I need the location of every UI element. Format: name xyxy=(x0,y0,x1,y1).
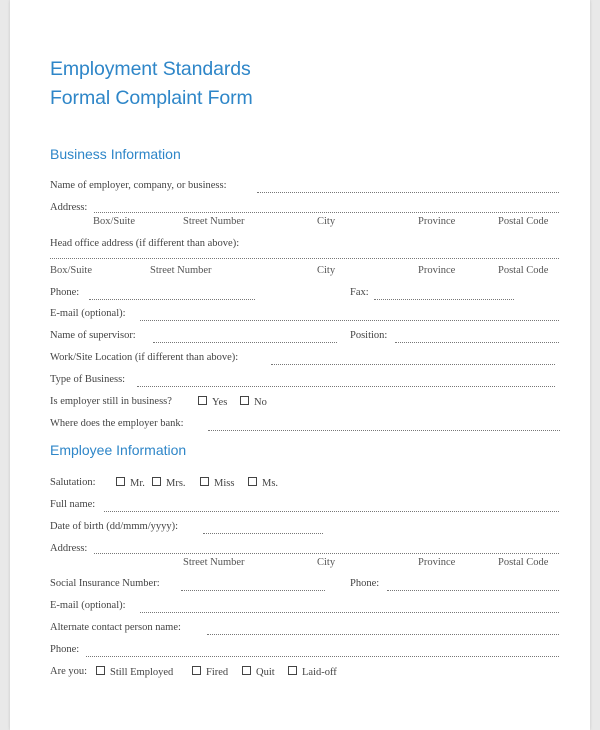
status-laid-off-option[interactable] xyxy=(288,666,337,678)
alt-phone-field[interactable] xyxy=(86,656,559,657)
head-office-sub-province: Province xyxy=(418,265,456,276)
form-title-line-2: Formal Complaint Form xyxy=(50,87,253,109)
business-phone-field[interactable] xyxy=(89,299,255,300)
alt-phone-label: Phone: xyxy=(50,644,80,655)
head-office-sub-box-suite: Box/Suite xyxy=(50,265,93,276)
mrs-checkbox[interactable] xyxy=(152,477,161,486)
alt-contact-field[interactable] xyxy=(207,634,559,635)
still-in-business-no-option[interactable] xyxy=(240,396,267,408)
business-email-label: E-mail (optional): xyxy=(50,308,126,319)
salutation-label: Salutation: xyxy=(50,477,96,488)
still-employed-label: Still Employed xyxy=(110,667,174,678)
employee-address-label: Address: xyxy=(50,543,88,554)
employee-section-heading: Employee Information xyxy=(50,442,187,458)
business-address-label: Address: xyxy=(50,202,88,213)
salutation-ms-option[interactable] xyxy=(248,477,278,489)
employer-name-label: Name of employer, company, or business: xyxy=(50,180,227,191)
form-title-line-1: Employment Standards xyxy=(50,58,251,80)
quit-label: Quit xyxy=(256,667,275,678)
mrs-label: Mrs. xyxy=(166,478,186,489)
employee-address-sub-street-number: Street Number xyxy=(183,557,245,568)
employer-name-field[interactable] xyxy=(257,192,559,193)
employment-status-label: Are you: xyxy=(50,666,88,677)
business-type-field[interactable] xyxy=(137,386,555,387)
salutation-mr-option[interactable] xyxy=(116,477,145,489)
business-address-field[interactable] xyxy=(94,212,559,213)
address-sub-province: Province xyxy=(418,216,456,227)
employee-address-sub-postal-code: Postal Code xyxy=(498,557,549,568)
employee-phone-field[interactable] xyxy=(387,590,559,591)
yes-checkbox[interactable] xyxy=(198,396,207,405)
position-field[interactable] xyxy=(395,342,559,343)
position-label: Position: xyxy=(350,330,388,341)
no-checkbox[interactable] xyxy=(240,396,249,405)
business-fax-field[interactable] xyxy=(374,299,514,300)
head-office-sub-city: City xyxy=(317,265,336,276)
business-phone-label: Phone: xyxy=(50,287,80,298)
dob-label: Date of birth (dd/mmm/yyyy): xyxy=(50,521,179,532)
still-in-business-yes-option[interactable] xyxy=(198,396,227,408)
worksite-label: Work/Site Location (if different than above): xyxy=(50,352,239,363)
supervisor-label: Name of supervisor: xyxy=(50,330,136,341)
head-office-label: Head office address (if different than above): xyxy=(50,238,240,249)
still-in-business-label: Is employer still in business? xyxy=(50,396,172,407)
head-office-sub-postal-code: Postal Code xyxy=(498,265,549,276)
address-sub-city: City xyxy=(317,216,336,227)
head-office-field[interactable] xyxy=(50,258,559,259)
employee-address-sub-city: City xyxy=(317,557,336,568)
supervisor-field[interactable] xyxy=(153,342,337,343)
employee-email-field[interactable] xyxy=(140,612,559,613)
alt-contact-label: Alternate contact person name: xyxy=(50,622,181,633)
ms-checkbox[interactable] xyxy=(248,477,257,486)
status-still-employed-option[interactable] xyxy=(96,666,173,678)
form-page xyxy=(10,0,590,730)
status-quit-option[interactable] xyxy=(242,666,275,678)
fired-checkbox[interactable] xyxy=(192,666,201,675)
dob-field[interactable] xyxy=(203,533,323,534)
employee-address-field[interactable] xyxy=(94,553,559,554)
miss-checkbox[interactable] xyxy=(200,477,209,486)
miss-label: Miss xyxy=(214,478,235,489)
laid-off-label: Laid-off xyxy=(302,667,337,678)
salutation-mrs-option[interactable] xyxy=(152,477,186,489)
employer-bank-label: Where does the employer bank: xyxy=(50,418,184,429)
employee-phone-label: Phone: xyxy=(350,578,380,589)
mr-checkbox[interactable] xyxy=(116,477,125,486)
address-sub-box-suite: Box/Suite xyxy=(93,216,136,227)
address-sub-postal-code: Postal Code xyxy=(498,216,549,227)
yes-label: Yes xyxy=(212,397,228,408)
sin-label: Social Insurance Number: xyxy=(50,578,160,589)
full-name-field[interactable] xyxy=(104,511,559,512)
still-employed-checkbox[interactable] xyxy=(96,666,105,675)
status-fired-option[interactable] xyxy=(192,666,228,678)
worksite-field[interactable] xyxy=(271,364,555,365)
laid-off-checkbox[interactable] xyxy=(288,666,297,675)
business-email-field[interactable] xyxy=(140,320,559,321)
employer-bank-field[interactable] xyxy=(208,430,560,431)
business-section-heading: Business Information xyxy=(50,146,181,162)
sin-field[interactable] xyxy=(181,590,325,591)
full-name-label: Full name: xyxy=(50,499,96,510)
business-fax-label: Fax: xyxy=(350,287,369,298)
business-type-label: Type of Business: xyxy=(50,374,126,385)
fired-label: Fired xyxy=(206,667,229,678)
employee-address-sub-province: Province xyxy=(418,557,456,568)
address-sub-street-number: Street Number xyxy=(183,216,245,227)
mr-label: Mr. xyxy=(130,478,145,489)
employee-email-label: E-mail (optional): xyxy=(50,600,126,611)
ms-label: Ms. xyxy=(262,478,279,489)
no-label: No xyxy=(254,397,267,408)
head-office-sub-street-number: Street Number xyxy=(150,265,212,276)
salutation-miss-option[interactable] xyxy=(200,477,234,489)
quit-checkbox[interactable] xyxy=(242,666,251,675)
